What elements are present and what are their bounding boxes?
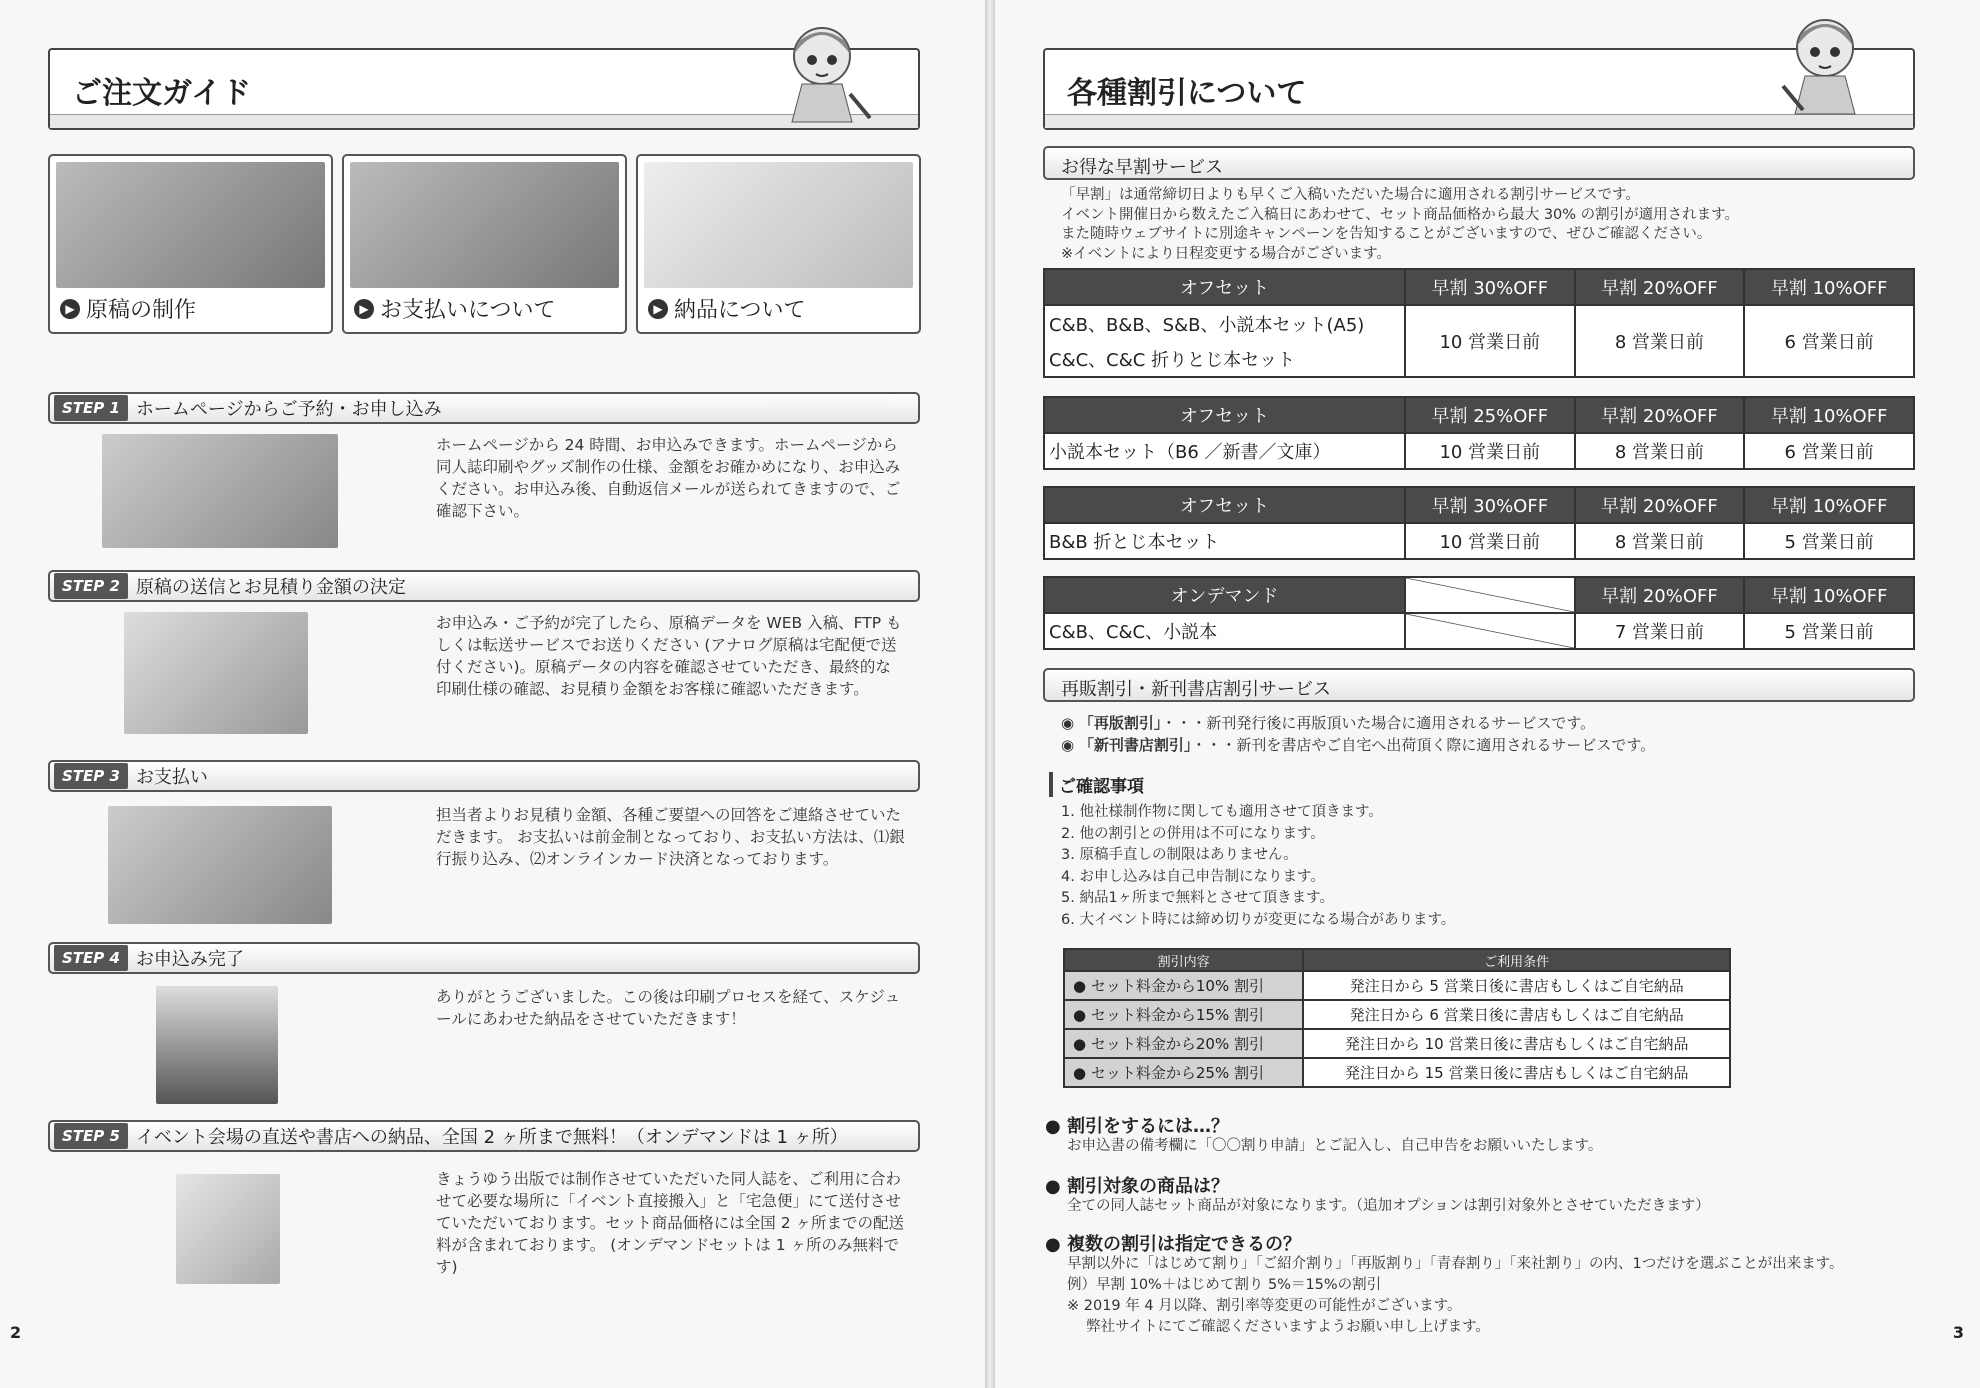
bullet-icon: ◉ bbox=[1061, 736, 1079, 754]
bullet-icon: ◉ bbox=[1061, 714, 1079, 732]
arrow-icon: ▶ bbox=[354, 299, 374, 319]
card-photo bbox=[350, 162, 619, 288]
step-5-text: きょうゆう出版では制作させていただいた同人誌を、ご利用に合わせて必要な場所に「イベント直接搬入」と「宅急便」にて送付させていただいております。セット商品価格には全国 2 ヶ所までの配送料が含まれております。 (オンデマンドセットは 1 ヶ所のみ無料です) bbox=[436, 1170, 904, 1276]
step-3-text: 担当者よりお見積り金額、各種ご要望への回答をご連絡させていただきます。 お支払いは前金制となっており、お支払い方法は、⑴銀行振り込み、⑵オンラインカード決済となっております。 bbox=[436, 806, 905, 868]
step-3-photo bbox=[108, 806, 332, 924]
step-1-text: ホームページから 24 時間、お申込みできます。ホームページから同人誌印刷やグッズ制作の仕様、金額をお確かめになり、お申込みください。お申込み後、自動返信メールが送られてきますので、ご確認下さい。 bbox=[436, 436, 901, 520]
early-table-1: オフセット 早割 30%OFF 早割 20%OFF 早割 10%OFF C&B、B&B、S&B、小説本セット(A5) 10 営業日前 8 営業日前 6 営業日前 C&C、C&C 折りとじ本セット bbox=[1043, 268, 1915, 378]
early-table-3: オフセット 早割 30%OFF 早割 20%OFF 早割 10%OFF B&B 折とじ本セット 10 営業日前 8 営業日前 5 営業日前 bbox=[1043, 486, 1915, 560]
step-5-photo bbox=[176, 1174, 280, 1284]
page-title: 各種割引について bbox=[1067, 76, 1307, 111]
step-5-bar: STEP 5 イベント会場の直送や書店への納品、全国 2 ヶ所まで無料！（オンデマンドは 1 ヶ所） bbox=[48, 1120, 920, 1152]
arrow-icon: ▶ bbox=[60, 299, 80, 319]
step-2-bar: STEP 2 原稿の送信とお見積り金額の決定 bbox=[48, 570, 920, 602]
reprint-table: 割引内容 ご利用条件 ● セット料金から10% 割引 発注日から 5 営業日後に書店もしくはご自宅納品 ● セット料金から15% 割引 発注日から 6 営業日後に書店もしくはご自宅納品 ● セット料金から20% 割引 発注日から 10 営業日後に書店もしくはご自宅納品 ● セット料金から25% 割引 発注日から 15 営業日後に書店もしくはご自宅納品 bbox=[1063, 948, 1731, 1088]
page-number: 3 bbox=[1952, 1323, 1964, 1342]
step-4-bar: STEP 4 お申込み完了 bbox=[48, 942, 920, 974]
tile-delivery[interactable]: ▶ 納品について bbox=[636, 154, 921, 334]
early-discount-header: お得な早割サービス bbox=[1043, 146, 1915, 180]
reprint-discount-header: 再販割引・新刊書店割引サービス bbox=[1043, 668, 1915, 702]
faq-answer-3: 早割以外に「はじめて割り」「ご紹介割り」「再版割り」「青春割り」「来社割り」の内、1つだけを選ぶことが出来ます。 例）早割 10%＋はじめて割り 5%＝15%の割引 ※ 2019 年 4 月以降、割引率等変更の可能性がございます。 弊社サイトにてご確認くださいますようお願い申し上げます。 bbox=[1067, 1256, 1844, 1335]
bullet-icon: ● bbox=[1045, 1176, 1067, 1197]
right-page bbox=[995, 0, 1980, 1388]
step-2-photo bbox=[124, 612, 308, 734]
faq-answer-1: お申込書の備考欄に「〇〇割り申請」とご記入し、自己申告をお願いいたします。 bbox=[1067, 1138, 1603, 1154]
page-title: ご注文ガイド bbox=[72, 76, 252, 111]
early-table-2: オフセット 早割 25%OFF 早割 20%OFF 早割 10%OFF 小説本セット（B6 ／新書／文庫） 10 営業日前 8 営業日前 6 営業日前 bbox=[1043, 396, 1915, 470]
bullet-icon: ● bbox=[1045, 1234, 1067, 1255]
step-1-photo bbox=[102, 434, 338, 548]
package-photo bbox=[644, 162, 913, 288]
page-number: 2 bbox=[10, 1323, 22, 1342]
step-1-bar: STEP 1 ホームページからご予約・お申し込み bbox=[48, 392, 920, 424]
bullet-icon: ● bbox=[1045, 1116, 1067, 1137]
early-intro: 「早割」は通常締切日よりも早くご入稿いただいた場合に適用される割引サービスです。 イベント開催日から数えたご入稿日にあわせて、セット商品価格から最大 30% の割引が適用されます。 また随時ウェブサイトに別途キャンペーンを告知することがございますので、ぜひご確認ください。 ※イベントにより日程変更する場合がございます。 bbox=[1061, 187, 1739, 262]
faq-answer-2: 全ての同人誌セット商品が対象になります。（追加オプションは割引対象外とさせていただきます） bbox=[1067, 1198, 1710, 1214]
faq-question-1: ● 割引をするには…？ bbox=[1045, 1116, 1229, 1137]
step-4-text: ありがとうございました。この後は印刷プロセスを経て、スケジュールにあわせた納品をさせていただきます！ bbox=[436, 988, 901, 1028]
tile-payment[interactable]: ▶ お支払いについて bbox=[342, 154, 627, 334]
step-4-photo bbox=[156, 986, 278, 1104]
faq-question-3: ● 複数の割引は指定できるの？ bbox=[1045, 1234, 1301, 1255]
mascot-icon bbox=[1775, 6, 1875, 118]
faq-question-2: ● 割引対象の商品は？ bbox=[1045, 1176, 1229, 1197]
laptop-photo bbox=[56, 162, 325, 288]
left-page bbox=[0, 0, 985, 1388]
arrow-icon: ▶ bbox=[648, 299, 668, 319]
confirm-title: ご確認事項 bbox=[1049, 772, 1144, 797]
mascot-icon bbox=[772, 14, 872, 126]
step-2-text: お申込み・ご予約が完了したら、原稿データを WEB 入稿、FTP もしくは転送サービスでお送りください (アナログ原稿は宅配便で送付ください)。原稿データの内容を確認させていただき、最終的な印刷仕様の確認、お見積り金額をお客様に確認いただきます。 bbox=[436, 614, 902, 698]
step-3-bar: STEP 3 お支払い bbox=[48, 760, 920, 792]
tile-manuscript[interactable]: ▶ 原稿の制作 bbox=[48, 154, 333, 334]
confirm-list: 1. 他社様制作物に関しても適用させて頂きます。 2. 他の割引との併用は不可になります。 3. 原稿手直しの制限はありません。 4. お申し込みは自己申告制になります。 5. 納品1ヶ所まで無料とさせて頂きます。 6. 大イベント時には締め切りが変更になる場合があります。 bbox=[1061, 804, 1456, 928]
reprint-items: ◉ 「再版割引」・・・新刊発行後に再版頂いた場合に適用されるサービスです。 ◉ 「新刊書店割引」・・・新刊を書店やご自宅へ出荷頂く際に適用されるサービスです。 bbox=[1061, 714, 1656, 754]
early-table-4: オンデマンド 早割 20%OFF 早割 10%OFF C&B、C&C、小説本 7 営業日前 5 営業日前 bbox=[1043, 576, 1915, 650]
